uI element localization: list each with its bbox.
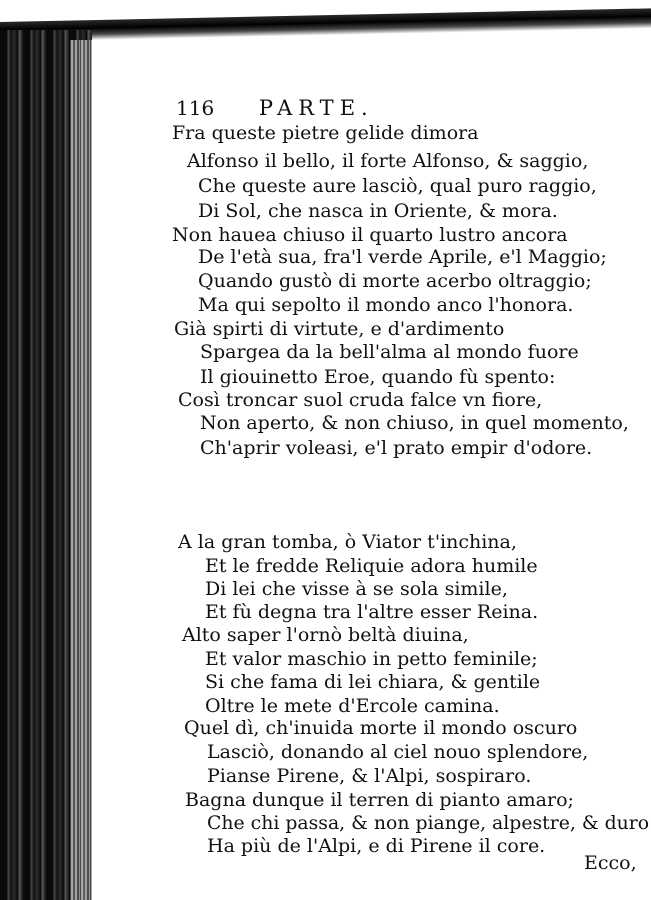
verse-line: Che queste aure lasciò, qual puro raggio, [198,175,597,197]
verse-line: Alfonso il bello, il forte Alfonso, & saggio, [187,150,589,172]
page-edges [70,40,92,900]
verse-line: Ha più de l'Alpi, e di Pirene il core. [207,835,546,857]
verse-line: Lasciò, donando al ciel nouo splendore, [207,741,589,763]
running-title: PARTE. [258,96,374,120]
verse-line: Fra queste pietre gelide dimora [172,122,479,144]
verse-line: Così troncar suol cruda falce vn fiore, [178,389,543,411]
verse-line: Oltre le mete d'Ercole camina. [205,695,500,717]
verse-line: Già spirti di virtute, e d'ardimento [174,318,505,340]
verse-line: De l'età sua, fra'l verde Aprile, e'l Maggio; [198,246,607,268]
verse-line: Quel dì, ch'inuida morte il mondo oscuro [184,717,578,739]
verse-line: Ch'aprir voleasi, e'l prato empir d'odore. [200,437,593,459]
verse-line: Si che fama di lei chiara, & gentile [205,671,541,693]
verse-line: Et le fredde Reliquie adora humile [205,555,538,577]
verse-line: Ma qui sepolto il mondo anco l'honora. [198,294,574,316]
verse-line: Bagna dunque il terren di pianto amaro; [185,789,574,811]
verse-line: Non hauea chiuso il quarto lustro ancora [172,224,568,246]
verse-line: Alto saper l'ornò beltà diuina, [182,624,469,646]
verse-line: A la gran tomba, ò Viator t'inchina, [178,531,517,553]
catchword: Ecco, [584,852,637,874]
page-header [176,96,374,120]
verse-line: Il giouinetto Eroe, quando fù spento: [200,366,556,388]
verse-line: Et valor maschio in petto feminile; [205,648,538,670]
verse-line: Et fù degna tra l'altre esser Reina. [205,601,539,623]
page-number: 116 [176,96,215,120]
verse-line: Che chi passa, & non piange, alpestre, & duro [207,812,650,834]
verse-line: Non aperto, & non chiuso, in quel momento, [200,412,629,434]
verse-line: Pianse Pirene, & l'Alpi, sospiraro. [207,765,532,787]
verse-line: Di lei che visse à se sola simile, [205,578,508,600]
verse-line: Di Sol, che nasca in Oriente, & mora. [198,200,558,222]
verse-line: Spargea da la bell'alma al mondo fuore [200,341,579,363]
verse-line: Quando gustò di morte acerbo oltraggio; [198,270,592,292]
